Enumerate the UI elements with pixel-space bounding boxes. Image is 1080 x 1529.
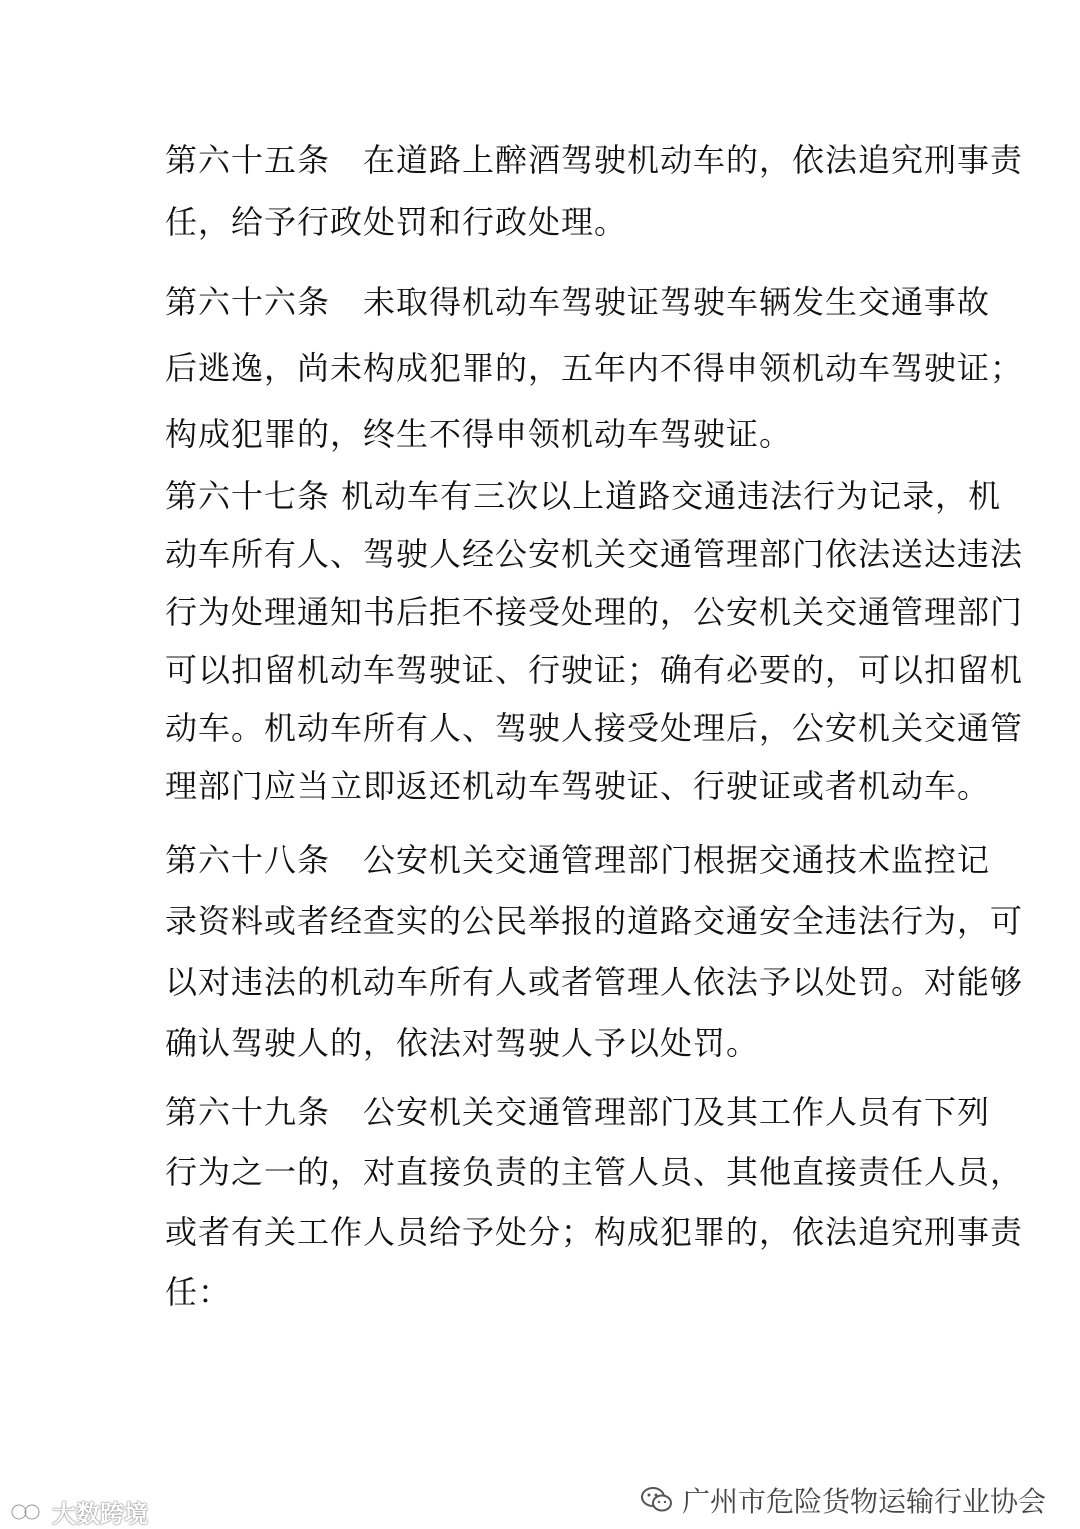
article-line: 第六十六条 未取得机动车驾驶证驾驶车辆发生交通事故 bbox=[165, 283, 991, 321]
article-66 bbox=[165, 283, 1024, 482]
article-line: 行为之一的，对直接负责的主管人员、其他直接责任人员， bbox=[165, 1153, 1024, 1191]
article-line: 构成犯罪的，终生不得申领机动车驾驶证。 bbox=[165, 415, 793, 453]
article-line: 或者有关工作人员给予处分；构成犯罪的，依法追究刑事责 bbox=[165, 1213, 1024, 1251]
article-line: 动车。机动车所有人、驾驶人接受处理后，公安机关交通管 bbox=[165, 709, 1024, 747]
watermark-text: 大数跨境 bbox=[52, 1500, 148, 1528]
article-68 bbox=[165, 841, 1024, 1086]
article-line: 后逃逸，尚未构成犯罪的，五年内不得申领机动车驾驶证； bbox=[165, 349, 1024, 387]
article-line: 第六十八条 公安机关交通管理部门根据交通技术监控记 bbox=[165, 841, 991, 879]
article-line: 以对违法的机动车所有人或者管理人依法予以处罚。对能够 bbox=[165, 963, 1024, 1001]
article-line: 动车所有人、驾驶人经公安机关交通管理部门依法送达违法 bbox=[165, 535, 1024, 573]
article-line: 可以扣留机动车驾驶证、行驶证；确有必要的，可以扣留机 bbox=[165, 651, 1024, 689]
article-69 bbox=[165, 1093, 1024, 1334]
article-line: 录资料或者经查实的公民举报的道路交通安全违法行为，可 bbox=[165, 902, 1024, 940]
article-line: 行为处理通知书后拒不接受处理的，公安机关交通管理部门 bbox=[165, 593, 1024, 631]
article-line: 确认驾驶人的，依法对驾驶人予以处罚。 bbox=[165, 1024, 760, 1062]
watermark-logo-icon bbox=[10, 1500, 46, 1524]
wechat-icon bbox=[640, 1485, 674, 1515]
article-line: 第六十五条 在道路上醉酒驾驶机动车的，依法追究刑事责 bbox=[165, 141, 1024, 179]
watermark bbox=[10, 1494, 148, 1529]
article-line: 第六十九条 公安机关交通管理部门及其工作人员有下列 bbox=[165, 1093, 991, 1131]
article-line: 第六十七条 机动车有三次以上道路交通违法行为记录，机 bbox=[165, 477, 1002, 515]
footer-brand bbox=[640, 1480, 1046, 1520]
article-67 bbox=[165, 477, 1024, 826]
article-65 bbox=[165, 141, 1024, 266]
article-line: 任： bbox=[165, 1273, 232, 1311]
footer-brand-text: 广州市危险货物运输行业协会 bbox=[681, 1485, 1046, 1518]
article-line: 理部门应当立即返还机动车驾驶证、行驶证或者机动车。 bbox=[165, 767, 991, 805]
article-line: 任，给予行政处罚和行政处理。 bbox=[165, 203, 628, 241]
